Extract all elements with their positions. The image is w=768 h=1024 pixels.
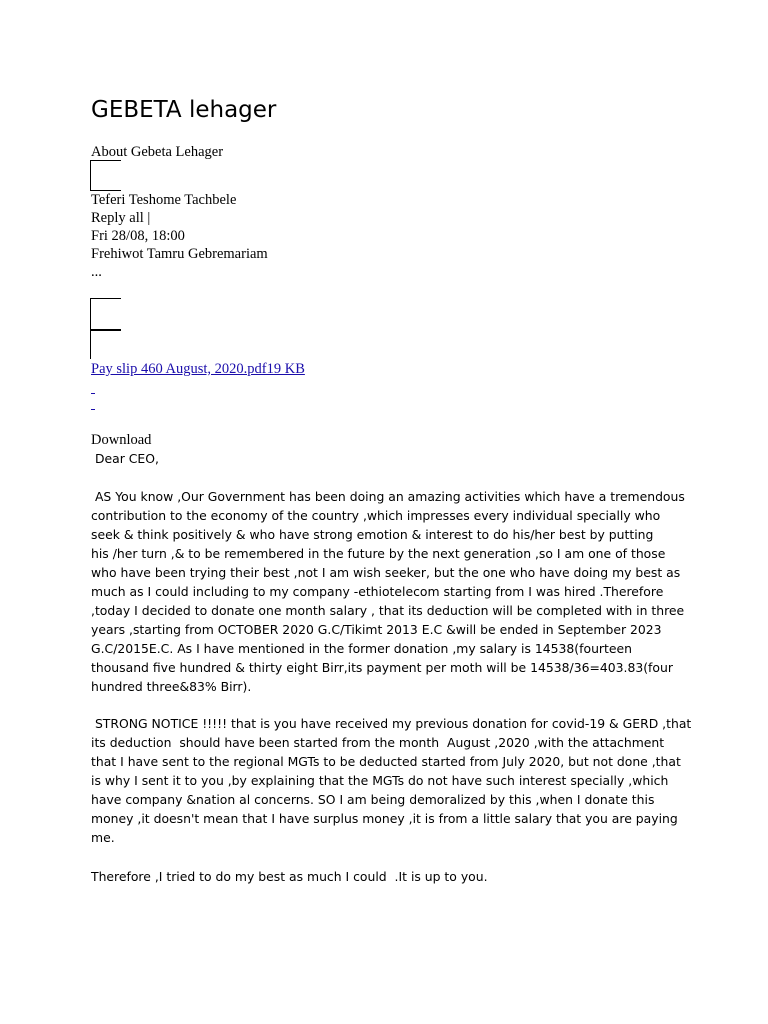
more-options-button[interactable]: ...: [91, 264, 102, 280]
letter-line: its deduction should have been started from the month August ,2020 ,with the attachment: [91, 735, 665, 750]
letter-line: much as I could including to my company -ethiotelecom starting from I was hired .Therefore: [91, 584, 664, 599]
letter-line: G.C/2015E.C. As I have mentioned in the former donation ,my salary is 14538(fourteen: [91, 641, 632, 656]
letter-line: thousand five hundred & thirty eight Birr,its payment per moth will be 14538/36=403.83(four: [91, 660, 673, 675]
letter-line: that I have sent to the regional MGTs to be deducted started from July 2020, but not done ,that: [91, 754, 681, 769]
letter-line: hundred three&83% Birr).: [91, 679, 252, 694]
letter-paragraph-1: [91, 487, 685, 696]
about-link[interactable]: About Gebeta Lehager: [91, 144, 224, 160]
letter-line: his /her turn ,& to be remembered in the future by the next generation ,so I am one of those: [91, 546, 666, 561]
letter-line: contribution to the economy of the country ,which impresses every individual specially who: [91, 508, 661, 523]
letter-closing: Therefore ,I tried to do my best as much I could .It is up to you.: [91, 869, 488, 884]
letter-line: is why I sent it to you ,by explaining that the MGTs do not have such interest specially ,which: [91, 773, 669, 788]
letter-line: money ,it doesn't mean that I have surplus money ,it is from a little salary that you are paying: [91, 811, 678, 826]
letter-line: have company &nation al concerns. SO I am being demoralized by this ,when I donate this: [91, 792, 655, 807]
letter-line: seek & think positively & who have strong emotion & interest to do his/her best by putting: [91, 527, 654, 542]
attachment-link[interactable]: Pay slip 460 August, 2020.pdf19 KB: [91, 361, 305, 377]
download-button[interactable]: Download: [91, 432, 152, 448]
reply-all-button[interactable]: Reply all |: [91, 210, 151, 226]
letter-paragraph-2: [91, 714, 691, 847]
letter-line: ,today I decided to donate one month salary , that its deduction will be completed with in three: [91, 603, 685, 618]
email-date: Fri 28/08, 18:00: [91, 228, 185, 244]
letter-line: me.: [91, 830, 115, 845]
recipient-name: Frehiwot Tamru Gebremariam: [91, 246, 268, 262]
attachment-image-placeholder-icon: [90, 298, 121, 330]
avatar-placeholder-icon: [90, 160, 121, 191]
sender-name: Teferi Teshome Tachbele: [91, 192, 237, 208]
attachment-action-link-2[interactable]: [91, 409, 95, 410]
page-title: GEBETA lehager: [91, 97, 277, 123]
letter-line: years ,starting from OCTOBER 2020 G.C/Tikimt 2013 E.C &will be ended in September 2023: [91, 622, 662, 637]
letter-line: STRONG NOTICE !!!!! that is you have received my previous donation for covid-19 & GERD ,that: [91, 716, 692, 731]
attachment-action-link-1[interactable]: [91, 393, 95, 394]
letter-line: AS You know ,Our Government has been doing an amazing activities which have a tremendous: [91, 489, 685, 504]
attachment-preview-placeholder-icon: [90, 330, 121, 359]
letter-greeting: Dear CEO,: [91, 451, 159, 466]
letter-line: who have been trying their best ,not I am wish seeker, but the one who have doing my best as: [91, 565, 681, 580]
